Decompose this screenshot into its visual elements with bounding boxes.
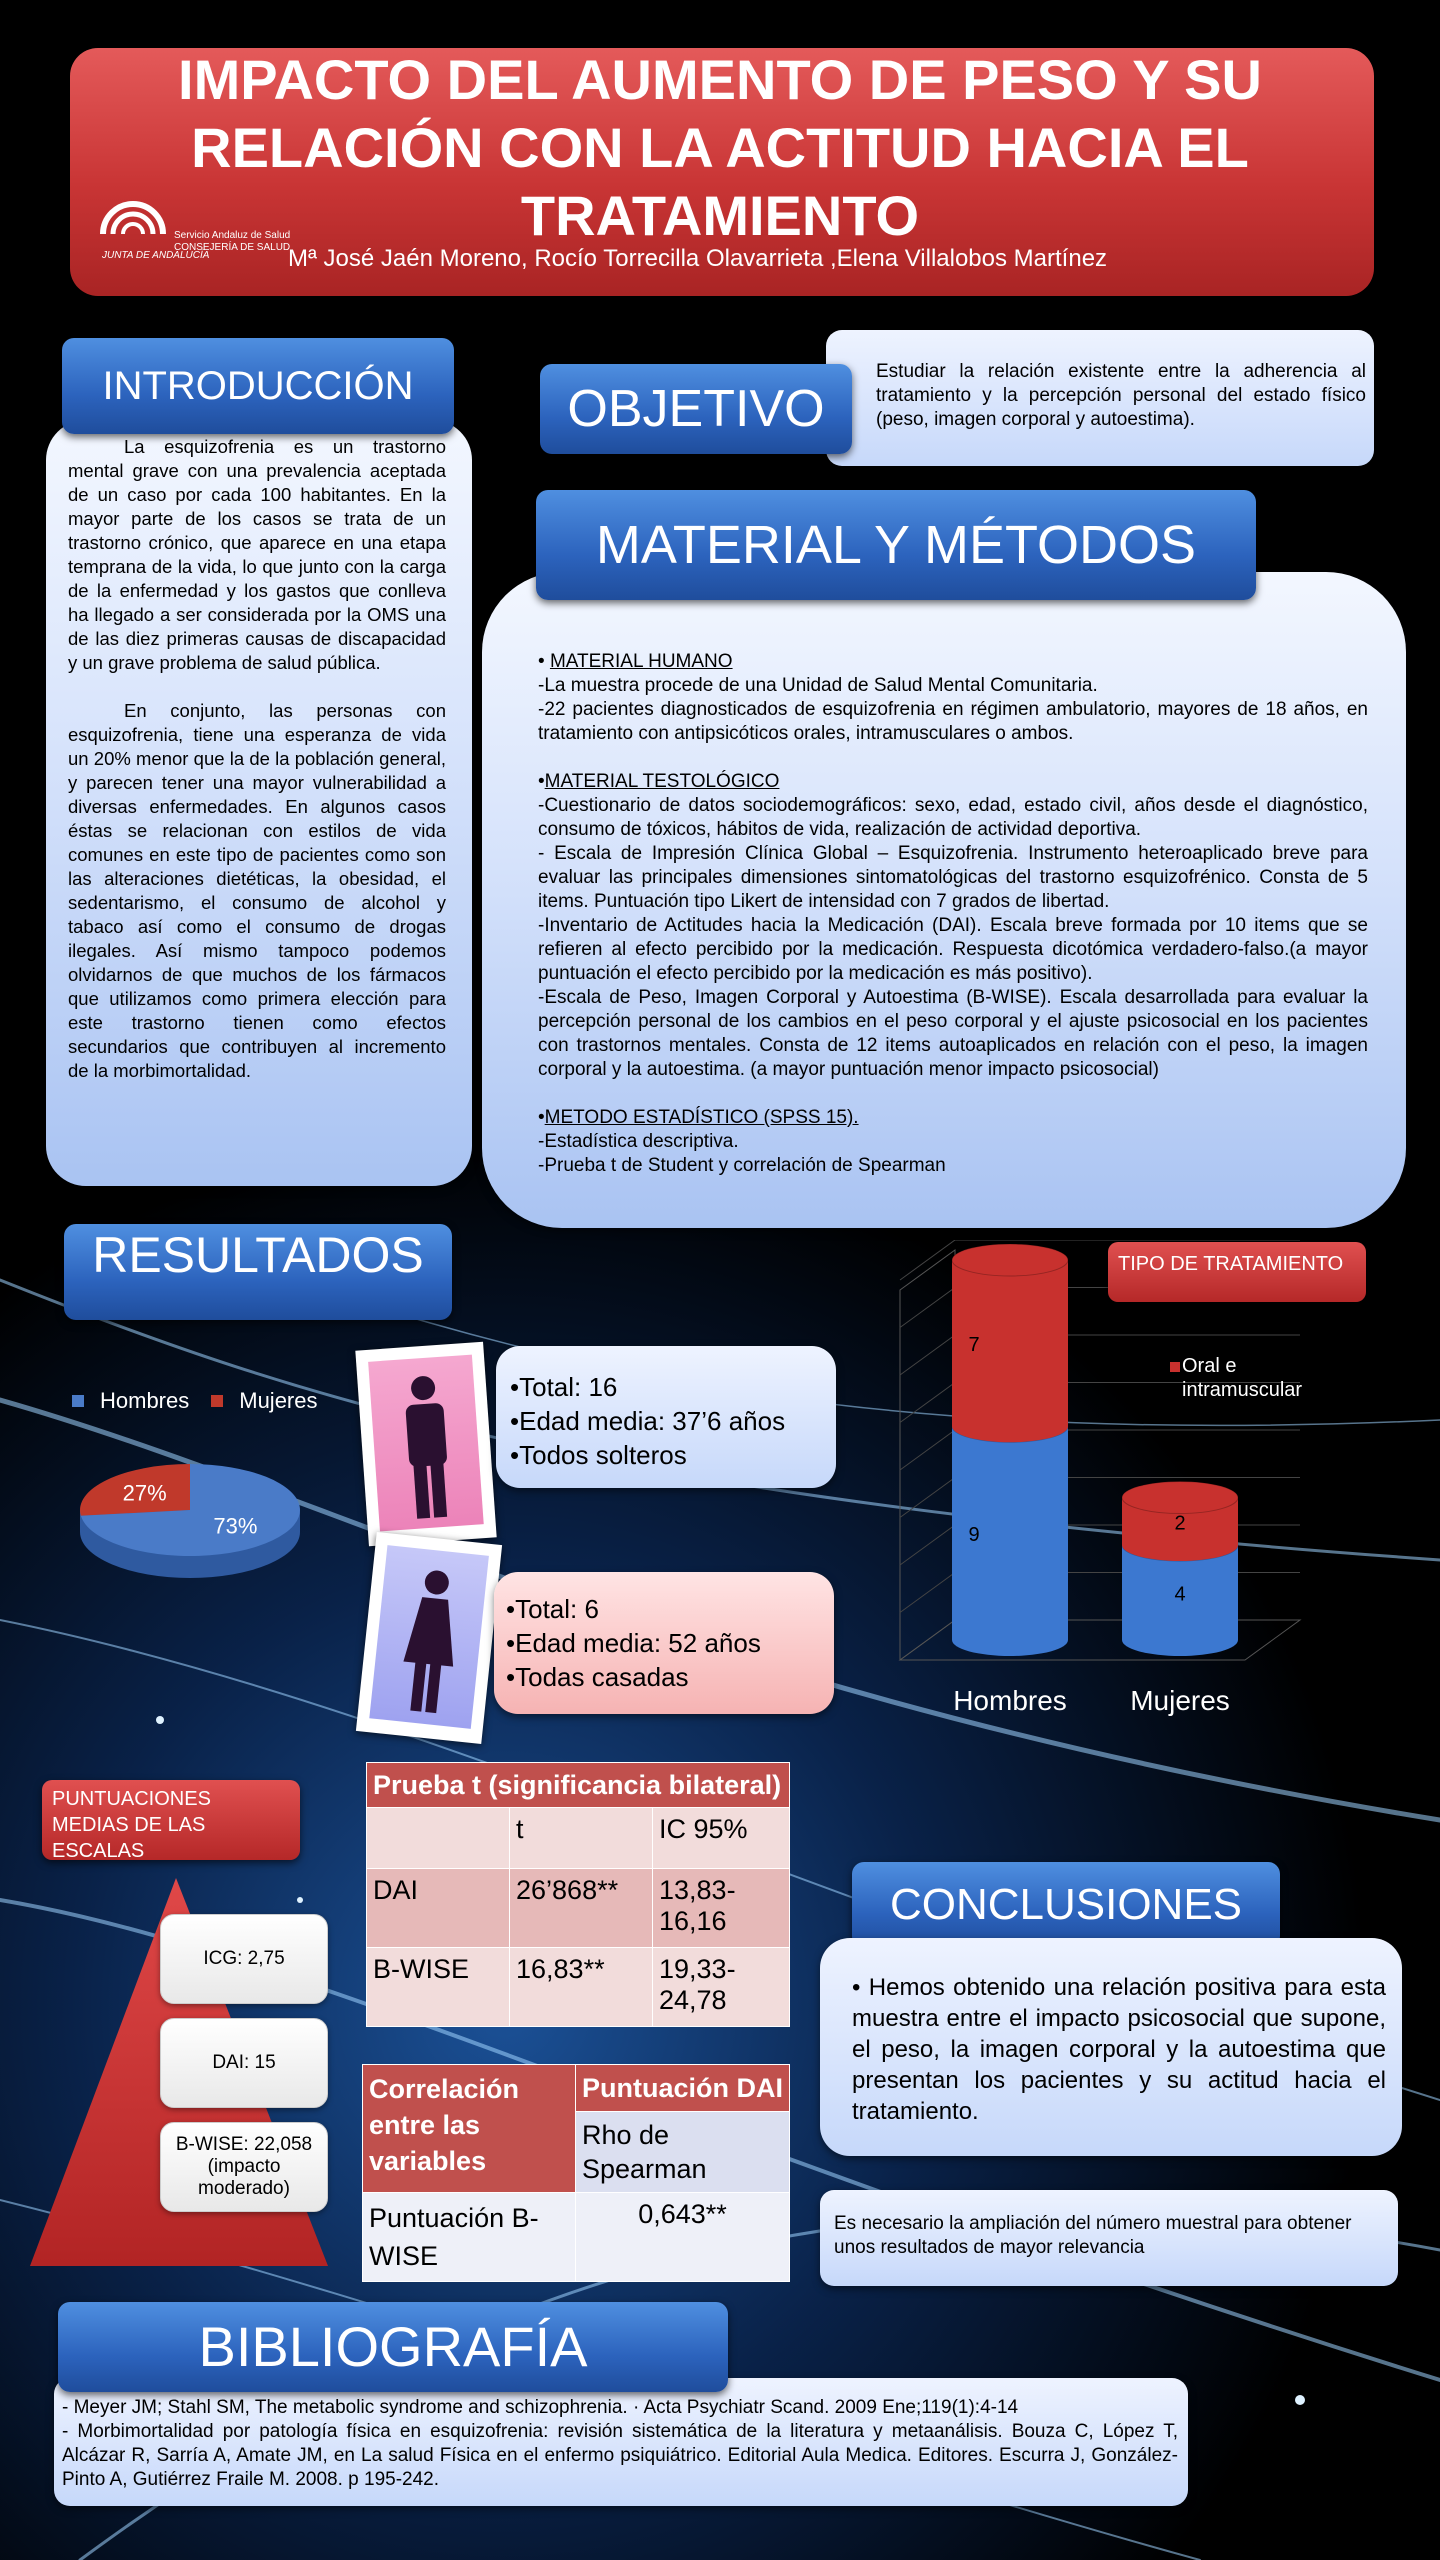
icg-score: ICG: 2,75 [160, 1914, 328, 2004]
man-icon [387, 1370, 467, 1525]
corr-header-variables: Correlación entre las variables [363, 2065, 576, 2193]
legend-swatch-mujeres [211, 1395, 223, 1407]
pie-label-mujeres: 27% [122, 1480, 167, 1506]
resultados-heading: RESULTADOS [64, 1224, 452, 1320]
metodos-text: • MATERIAL HUMANO -La muestra procede de una Unidad de Salud Mental Comunitaria. -22 pacientes diagnosticados de esquizofrenia en régimen ambulatorio, mayores de 18 años, en tratamiento con antipsicóticos orales, intramusculares o ambos. •MATERIAL TESTOLÓGICO -Cuestionario de datos sociodemográficos: sexo, edad, estado civil, años desde el diagnóstico, consumo de tóxicos, hábitos de vida, realización de actividad deportiva. - Escala de Impresión Clínica Global – Esquizofrenia. Instrumento heteroaplicado breve para evaluar las principales dimensiones sintomatológicas del trastorno esquizofrénico. Consta de 5 items. Puntuación tipo Likert de intensidad con 7 grados de libertad. -Inventario de Actitudes hacia la Medicación (DAI). Escala breve formada por 10 items que se refieren al efecto percibido por la medicación. Respuesta dicotómica verdadero-falso.(a mayor puntuación el efecto percibido por la medicación es más positivo). -Escala de Peso, Imagen Corporal y Autoestima (B-WISE). Escala desarrollada para evaluar la percepción personal de los cambios en el peso corporal y el ajuste psicosocial en los pacientes con trastornos mentales. Consta de 12 items autoaplicados en relación con el peso, la imagen corporal y la autoestima. (a mayor puntuación menor impacto psicosocial) •METODO ESTADÍSTICO (SPSS 15). -Estadística descriptiva. -Prueba t de Student y correlación de Spearman [538, 651, 1368, 1176]
women-summary-box: •Total: 6 •Edad media: 52 años •Todas casadas [494, 1572, 834, 1714]
sas-logo-icon [98, 184, 168, 244]
reference-2: - Morbimortalidad por patología física en esquizofrenia: revisión sistemática de la literatura y metaanálisis. Bouza C, López T, Alcázar R, Sarría A, Amate JM, en La salud Física en el enfermo psiquiátrico. Editorial Aula Medica. Editores. Escurra J, González-Pinto A, Gutiérrez Fraile M. 2008. p 195-242. [62, 2421, 1178, 2490]
legend-mujeres: Mujeres [239, 1388, 318, 1413]
authors: Mª José Jaén Moreno, Rocío Torrecilla Olavarrieta ,Elena Villalobos Martínez [288, 245, 1108, 272]
section-metodo-estadistico: METODO ESTADÍSTICO (SPSS 15). [544, 1107, 859, 1128]
bar-value-label: 9 [968, 1524, 980, 1547]
men-summary-box: •Total: 16 •Edad media: 37’6 años •Todos solteros [496, 1346, 836, 1488]
table-row: B-WISE 16,83** 19,33-24,78 [367, 1948, 790, 2027]
intro-text: La esquizofrenia es un trastorno mental grave con una prevalencia aceptada de un caso por cada 100 habitantes. En la mayor parte de los casos se trata de un trastorno crónico, que aparece en una etapa temprana de la vida, lo que junto con la carga de la enfermedad y los gastos que conlleva ha llegado a ser considerada por la OMS una de las diez primeras causas de discapacidad y un grave problema de salud pública. En conjunto, las personas con esquizofrenia, tiene una esperanza de vida un 20% menor que la de la población general, y parecen tener una mayor vulnerabilidad a diversas enfermedades. En algunos casos éstas se relacionan con estilos de vida comunes en este tipo de pacientes como son las alteraciones dietéticas, la obesidad, el sedentarismo, el consumo de alcohol y tabaco así como el consumo de drogas ilegales. Así mismo tampoco podemos olvidarnos de que muchos de los fármacos que utilizamos como primera elección para este trastorno tienen como efectos secundarios que contribuyen al incremento de la morbimortalidad. [68, 436, 446, 1081]
section-material-humano: MATERIAL HUMANO [549, 651, 733, 672]
sas-logo: Servicio Andaluz de Salud CONSEJERÍA DE SALUD JUNTA DE ANDALUCÍA [98, 184, 298, 264]
bar-cap [1122, 1482, 1238, 1514]
treatment-bar-chart [880, 1240, 1440, 1800]
conclusiones-heading: CONCLUSIONES [852, 1862, 1280, 1948]
corr-header-dai: Puntuación DAI [576, 2065, 790, 2112]
category-label-mujeres: Mujeres [1130, 1685, 1230, 1716]
woman-figure-card [356, 1532, 502, 1744]
dai-score: DAI: 15 [160, 2018, 328, 2108]
tipo-tratamiento-label: TIPO DE TRATAMIENTO [1108, 1242, 1366, 1302]
objetivo-heading: OBJETIVO [540, 364, 852, 454]
bar-segment-mujeres-1 [1122, 1482, 1238, 1562]
corr-subheader: Rho de Spearman [576, 2112, 790, 2193]
correlation-table [362, 2064, 790, 2282]
chart-axis-wall [900, 1250, 955, 1660]
bibliografia-heading: BIBLIOGRAFÍA [58, 2302, 728, 2392]
objetivo-text: Estudiar la relación existente entre la adherencia al tratamiento y la percepción personal del estado físico (peso, imagen corporal y autoestima). [876, 361, 1366, 430]
legend-hombres: Hombres [100, 1388, 190, 1413]
legend-label-oral: Oral e intramuscular [1182, 1355, 1303, 1401]
man-figure-card [355, 1342, 496, 1546]
puntuaciones-label: PUNTUACIONES MEDIAS DE LAS ESCALAS [42, 1780, 300, 1860]
intro-heading: INTRODUCCIÓN [62, 338, 454, 434]
conclusiones-note: Es necesario la ampliación del número muestral para obtener unos resultados de mayor relevancia [820, 2190, 1398, 2286]
table-row: DAI 26’868** 13,83-16,16 [367, 1869, 790, 1948]
t-test-table: Prueba t (significancia bilateral) t IC 95% DAI 26’868** 13,83-16,16 B-WISE 16,83** 19,33-24,78 [366, 1762, 790, 2027]
bar-cap [952, 1244, 1068, 1276]
sex-pie-chart [60, 1450, 320, 1590]
pie-label-hombres: 73% [213, 1513, 258, 1539]
bwise-score: B-WISE: 22,058 (impacto moderado) [160, 2122, 328, 2212]
t-test-header: Prueba t (significancia bilateral) [367, 1763, 790, 1808]
pie-legend [72, 1388, 318, 1414]
legend-swatch-oral [1170, 1362, 1180, 1372]
category-label-hombres: Hombres [953, 1685, 1067, 1716]
bar-value-label: 2 [1174, 1512, 1186, 1535]
bar-value-label: 7 [968, 1334, 980, 1357]
metodos-heading: MATERIAL Y MÉTODOS [536, 490, 1256, 600]
bibliografia-text [62, 2396, 1178, 2492]
table-row: Puntuación B-WISE 0,643** [363, 2193, 790, 2282]
reference-1: - Meyer JM; Stahl SM, The metabolic syndrome and schizophrenia. · Acta Psychiatr Scand. 2009 Ene;119(1):4-14 [62, 2397, 1019, 2418]
legend-swatch-hombres [72, 1395, 84, 1407]
bar-segment-hombres-0 [952, 1410, 1068, 1656]
bar-segment-hombres-1 [952, 1244, 1068, 1442]
conclusiones-text: • Hemos obtenido una relación positiva para esta muestra entre el impacto psicosocial que supone, el peso, la imagen corporal y la autoestima que presentan los pacientes y su actitud hacia el tratamiento. [852, 1974, 1386, 2125]
poster-title: IMPACTO DEL AUMENTO DE PESO Y SU RELACIÓN CON LA ACTITUD HACIA EL TRATAMIENTO [178, 48, 1262, 247]
bar-value-label: 4 [1174, 1583, 1186, 1606]
section-material-testologico: MATERIAL TESTOLÓGICO [544, 771, 780, 792]
